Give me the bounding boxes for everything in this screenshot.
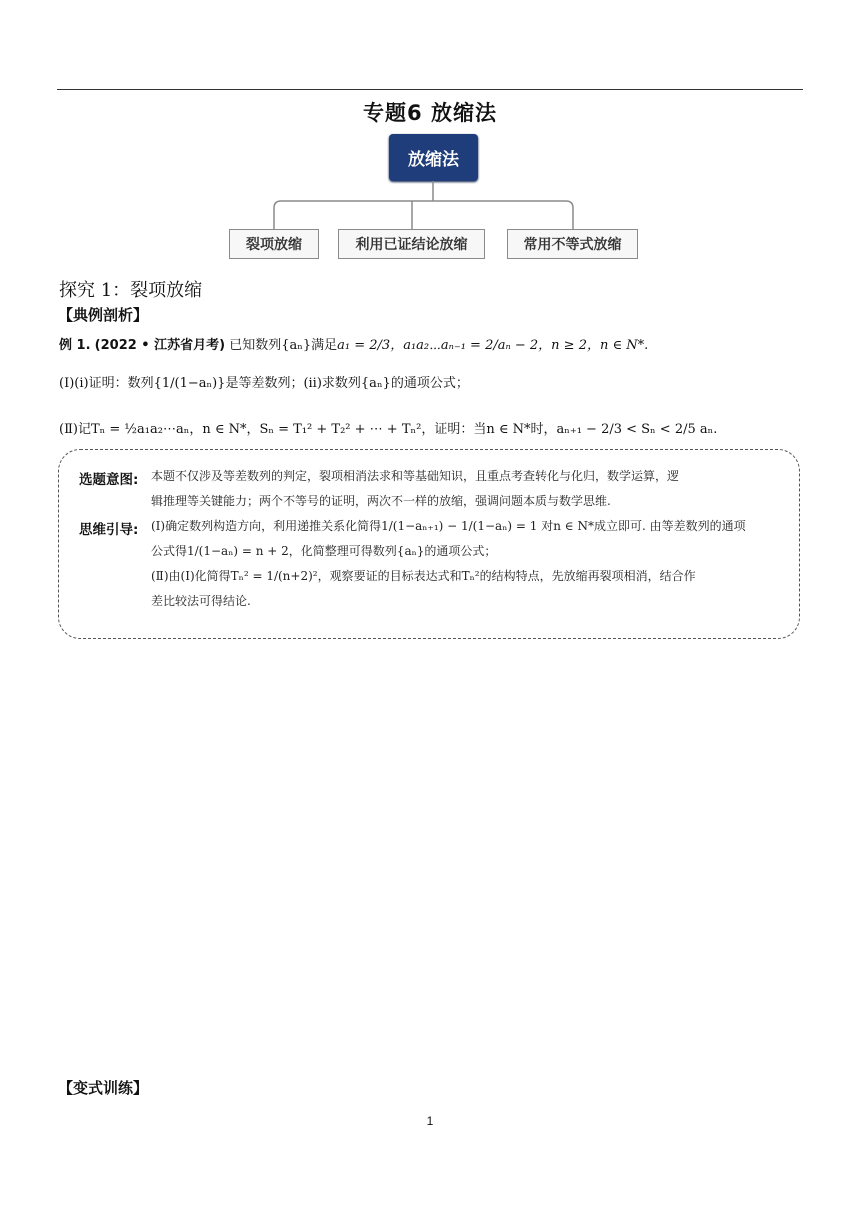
example-part-1: [59, 372, 469, 391]
page-number: 1: [426, 1114, 434, 1128]
section-heading: 探究 1：裂项放缩: [59, 280, 203, 301]
example-stem-prefix: 已知数列{aₙ}满足: [229, 338, 338, 353]
intent-text: [151, 464, 781, 514]
variants-subheading: 【变式训练】: [58, 1079, 149, 1097]
diagram-connectors: [0, 0, 860, 240]
intent-text-line-2: 辑推理等关键能力；两个不等号的证明，两次不一样的放缩，强调问题本质与数学思维.: [151, 494, 611, 508]
guide-text-line-4: 差比较法可得结论.: [151, 594, 251, 608]
example-stem-conditions: a₁ = 2/3，a₁a₂⋯aₙ₋₁ = 2/aₙ − 2，n ≥ 2，n ∈ N*.: [337, 338, 649, 353]
guide-text-line-2: 公式得1/(1−aₙ) = n + 2，化简整理可得数列{aₙ}的通项公式；: [151, 544, 497, 558]
guide-text-line-3: (Ⅱ)由(Ⅰ)化简得Tₙ² = 1/(n+2)²，观察要证的目标表达式和Tₙ²的结构特点，先放缩再裂项相消，结合作: [151, 569, 696, 583]
part-2-text: 记Tₙ = ½a₁a₂⋯aₙ，n ∈ N*，Sₙ = T₁² + T₂² + ⋯ + Tₙ²，证明：当n ∈ N*时，aₙ₊₁ − 2/3 < Sₙ < 2/5 aₙ.: [77, 422, 718, 437]
guide-text: [151, 514, 781, 614]
example-part-2: [59, 418, 717, 437]
diagram-child-node-3: 常用不等式放缩: [507, 229, 638, 259]
guide-text-line-1: (Ⅰ)确定数列构造方向，利用递推关系化简得1/(1−aₙ₊₁) − 1/(1−aₙ) = 1 对n ∈ N*成立即可. 由等差数列的通项: [151, 519, 746, 533]
example-label: 例 1.: [59, 338, 91, 353]
part-1-prefix: (Ⅰ): [59, 376, 75, 391]
diagram-child-node-2: 利用已证结论放缩: [338, 229, 485, 259]
part-1-text: (i)证明：数列{1/(1−aₙ)}是等差数列；(ii)求数列{aₙ}的通项公式；: [74, 376, 469, 391]
part-2-prefix: (Ⅱ): [59, 422, 78, 437]
examples-subheading: 【典例剖析】: [58, 306, 149, 324]
diagram-root-node: 放缩法: [389, 134, 478, 181]
page-title: 专题6 放缩法: [363, 101, 497, 125]
intent-label: 选题意图:: [79, 472, 139, 488]
example-stem: [59, 334, 648, 353]
intent-text-line-1: 本题不仅涉及等差数列的判定，裂项相消法求和等基础知识，且重点考查转化与化归，数学运算，逻: [151, 469, 680, 483]
guide-label: 思维引导:: [79, 522, 139, 538]
example-source: (2022 • 江苏省月考): [94, 338, 226, 353]
diagram-child-node-1: 裂项放缩: [229, 229, 319, 259]
